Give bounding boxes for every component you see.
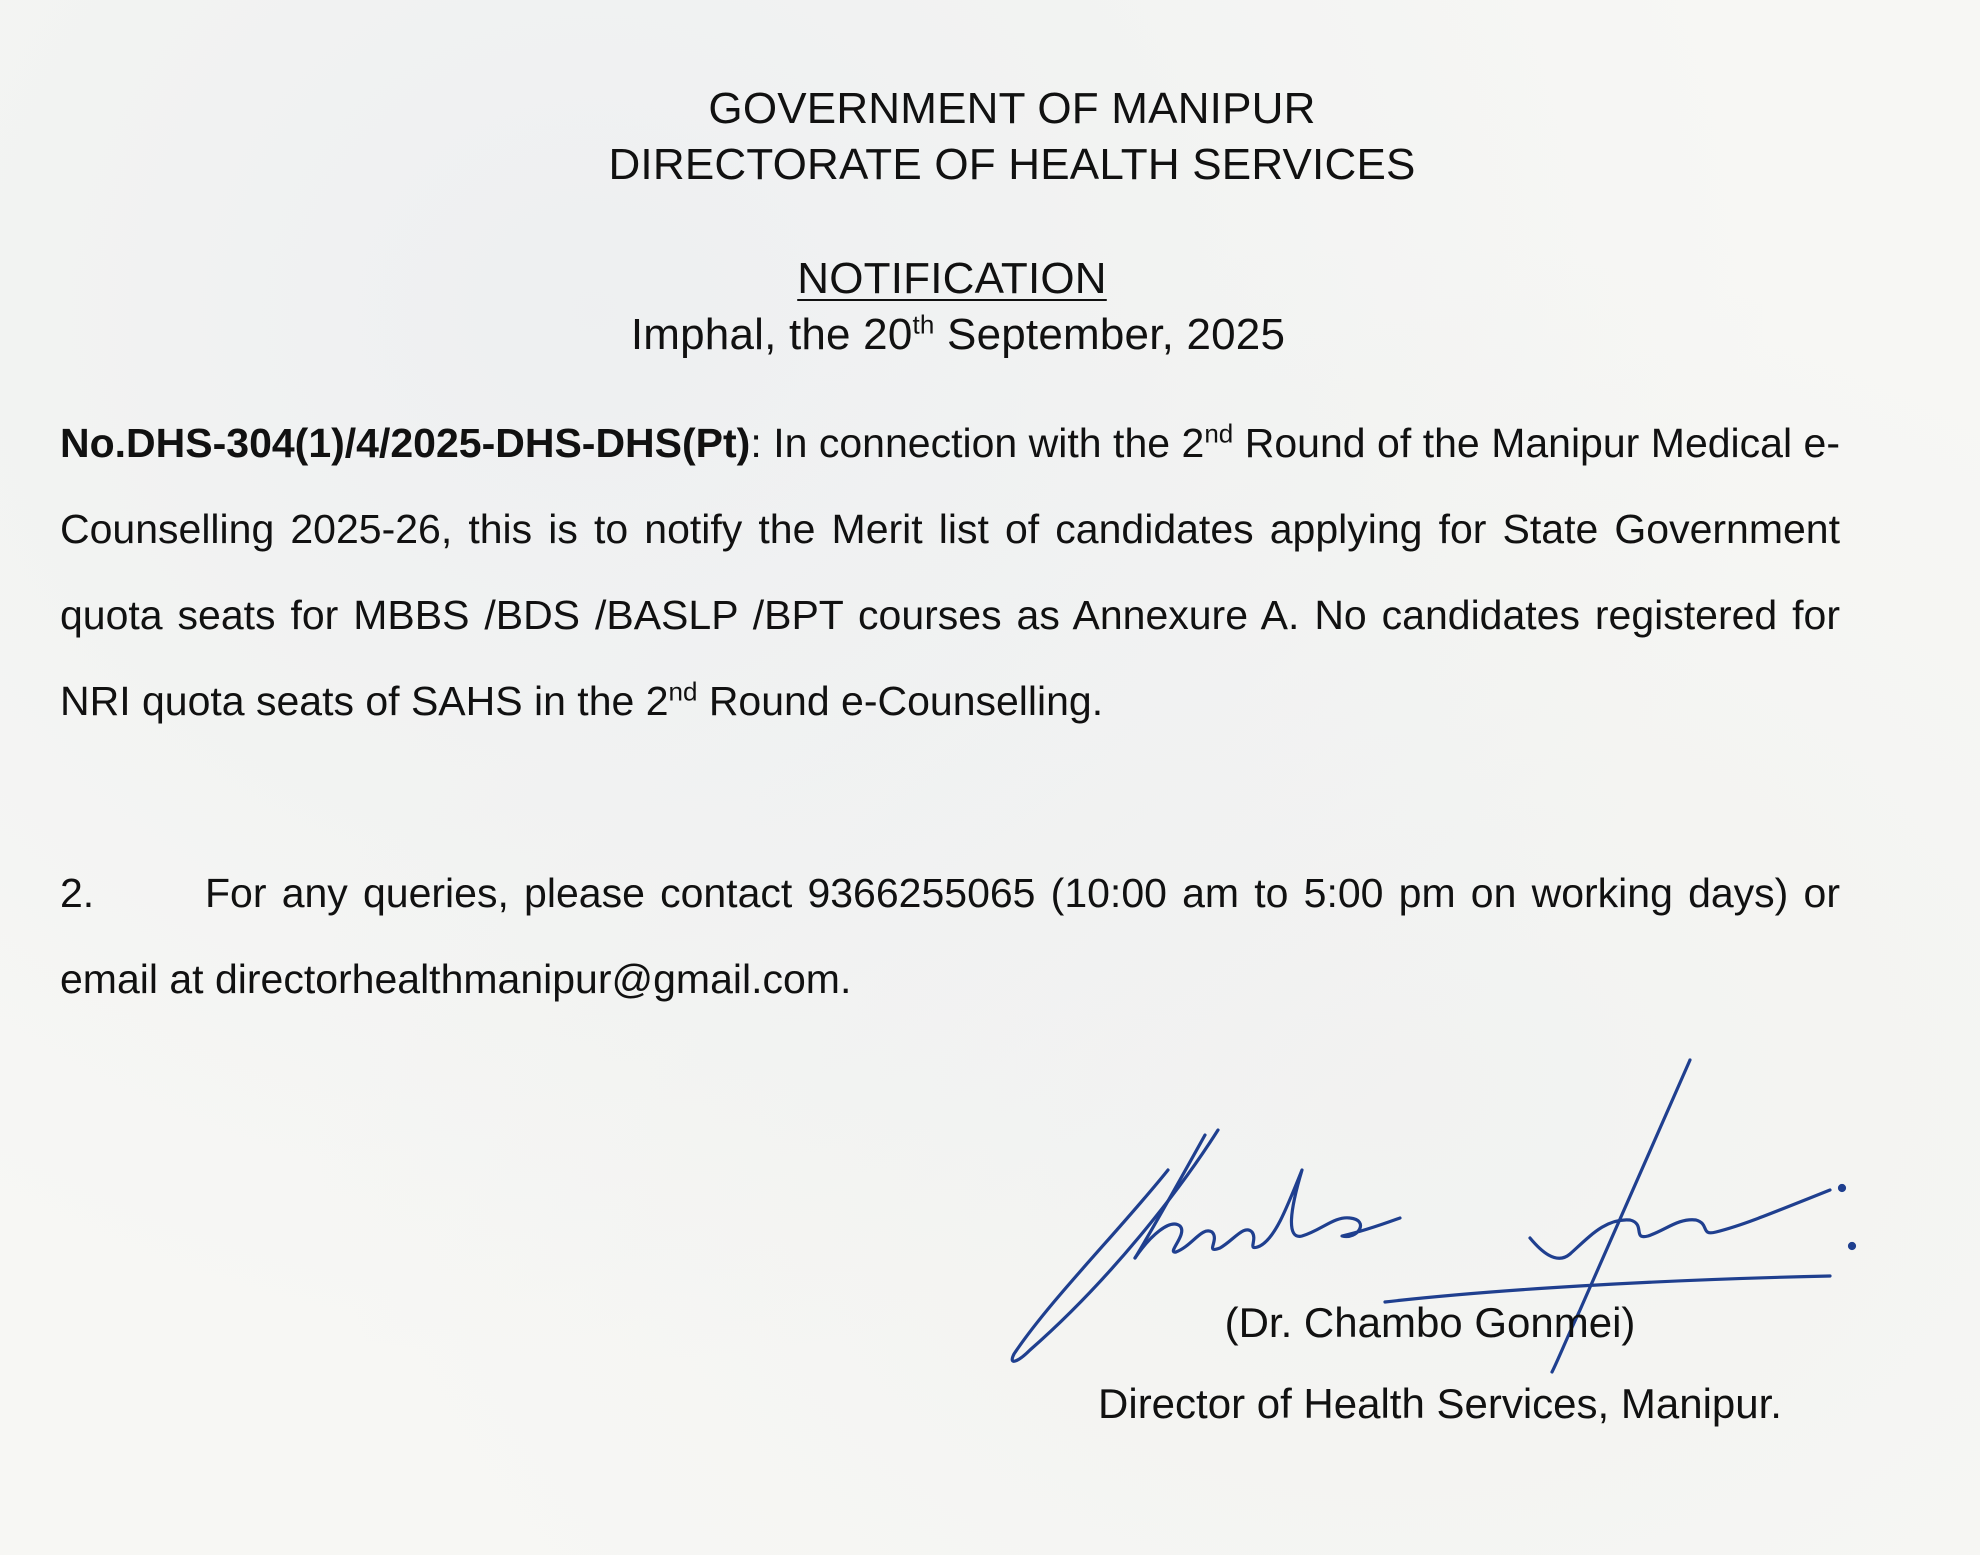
notification-date [0,306,1948,364]
directorate-heading: DIRECTORATE OF HEALTH SERVICES [608,140,1416,189]
signatory-designation: Director of Health Services, Manipur. [1098,1380,1782,1427]
para1-text-c: Round e-Counselling. [697,678,1104,724]
para1-text-a: : In connection with the 2 [750,420,1205,466]
para1-ordinal-a: nd [1204,418,1234,449]
date-ordinal: th [912,309,935,340]
para2-text: For any queries, please contact 9366255065 (10:00 am to 5:00 pm on working days) or email at directorhealthmanipur@gmail.com. [60,870,1840,1002]
signatory-name: (Dr. Chambo Gonmei) [1224,1299,1636,1346]
signature-dot-1 [1840,1186,1845,1191]
para1-text-b: Round of the Manipur Medical e-Counselling 2025-26, this is to notify the Merit list of candidates applying for State Government quota seats for MBBS /BDS /BASLP /BPT courses as Annexure A. No candidates registered for NRI quota seats of SAHS in the 2 [60,420,1841,724]
signature-stroke-5 [1530,1190,1830,1258]
date-suffix: September, 2025 [934,310,1286,359]
date-prefix: Imphal, the 20 [630,310,913,359]
paragraph-1 [60,400,1840,744]
paragraph-2 [60,850,1840,1022]
notification-title [0,250,1942,308]
government-heading: GOVERNMENT OF MANIPUR [708,84,1316,133]
para1-ordinal-b: nd [668,676,698,707]
signature-stroke-3 [1135,1170,1400,1258]
notification-title-text: NOTIFICATION [797,254,1107,303]
signature-dot-2 [1850,1244,1855,1249]
paragraph-number: 2. [60,870,95,916]
reference-number: No.DHS-304(1)/4/2025-DHS-DHS(Pt) [60,420,751,466]
